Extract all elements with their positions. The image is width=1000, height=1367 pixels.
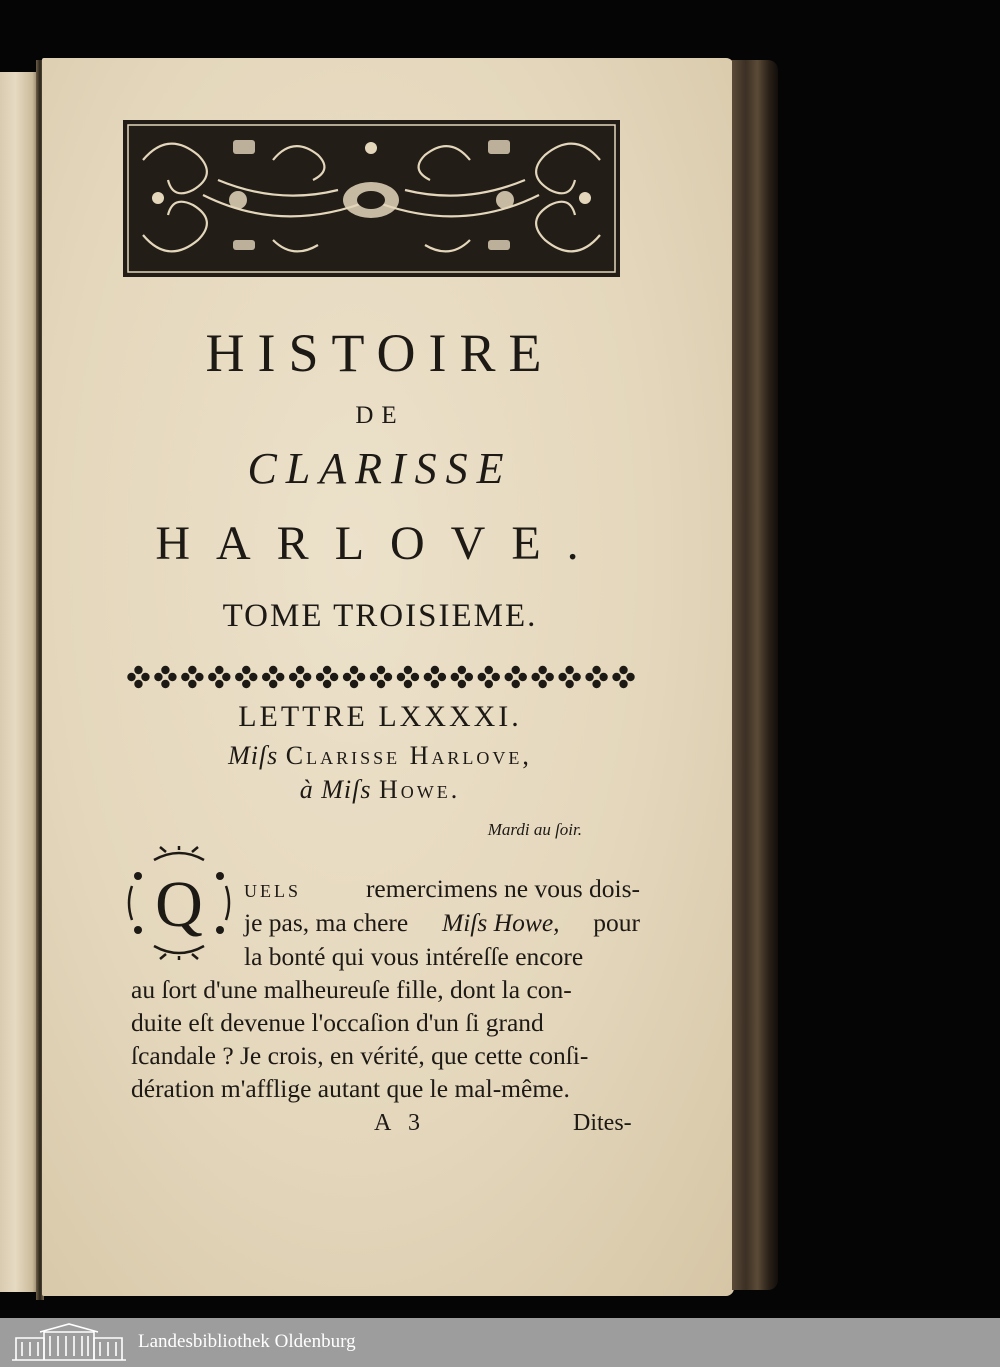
library-building-icon: [10, 1322, 128, 1362]
fleuron-mark: [316, 666, 338, 688]
volume-title: TOME TROISIEME.: [222, 598, 538, 634]
fleuron-mark: [451, 666, 473, 688]
body-line: [131, 975, 640, 1005]
ornamental-drop-cap: [124, 846, 234, 960]
title-histoire: HISTOIRE: [205, 323, 555, 383]
letter-date: Mardi au ſoir.: [487, 820, 582, 839]
fleuron-mark: [397, 666, 419, 688]
fleuron-mark: [558, 666, 580, 688]
body-line-word: duite eſt devenue l'occaſion d'un ſi grand: [131, 1008, 544, 1037]
left-page-edge: [0, 72, 38, 1292]
fleuron-mark: [531, 666, 553, 688]
book-spine: [732, 60, 778, 1290]
body-line-word: au ſort d'une malheureuſe fille, dont la con-: [131, 975, 572, 1004]
title-clarisse: CLARISSE: [247, 444, 513, 493]
drop-cap-letter: Q: [155, 868, 203, 941]
body-line-word: dération m'afflige autant que le mal-même.: [131, 1074, 570, 1103]
fleuron-mark: [154, 666, 176, 688]
body-line-word: Miſs Howe,: [441, 908, 560, 937]
fleuron-mark: [343, 666, 365, 688]
library-name: Landesbibliothek Oldenburg: [138, 1331, 356, 1352]
title-harlove: HARLOVE.: [155, 517, 605, 570]
fleuron-mark: [478, 666, 500, 688]
fleuron-mark: [424, 666, 446, 688]
sender-prefix: Miſs: [228, 741, 279, 770]
body-line: [131, 1008, 640, 1038]
body-line: [244, 874, 640, 904]
body-line-word: je pas, ma chere: [244, 908, 409, 937]
fleuron-mark: [262, 666, 284, 688]
body-line-word: ſcandale ? Je crois, en vérité, que cette conſi-: [131, 1041, 589, 1070]
body-line-word: pour: [593, 908, 640, 937]
fleuron-mark: [181, 666, 203, 688]
body-line-word: uels: [244, 874, 301, 903]
fleuron-mark: [127, 666, 149, 688]
body-line: [131, 1074, 625, 1104]
body-line-word: remercimens ne vous dois-: [365, 874, 640, 903]
letter-number: LETTRE LXXXXI.: [238, 700, 522, 733]
library-footer-bar: [0, 1318, 1000, 1367]
letter-sender: [100, 741, 660, 771]
signature-mark: A 3: [374, 1110, 427, 1136]
body-line: [244, 942, 640, 972]
recipient-prefix: à Miſs: [299, 775, 372, 804]
fleuron-mark: [505, 666, 527, 688]
body-line: [244, 908, 640, 938]
fleuron-mark: [208, 666, 230, 688]
ornamental-headpiece-icon: [123, 120, 620, 277]
title-de: DE: [355, 402, 405, 429]
catchword: Dites-: [573, 1110, 632, 1136]
fleuron-mark: [235, 666, 257, 688]
body-line-word: la bonté qui vous intéreſſe encore: [244, 942, 584, 971]
recipient-name: Howe.: [378, 775, 461, 804]
fleuron-divider-icon: [125, 662, 637, 692]
fleuron-mark: [370, 666, 392, 688]
fleuron-mark: [289, 666, 311, 688]
letter-recipient: [100, 775, 660, 805]
fleuron-mark: [612, 666, 634, 688]
fleuron-mark: [585, 666, 607, 688]
sender-name: Clarisse Harlove,: [285, 741, 532, 770]
body-line: [131, 1041, 640, 1071]
